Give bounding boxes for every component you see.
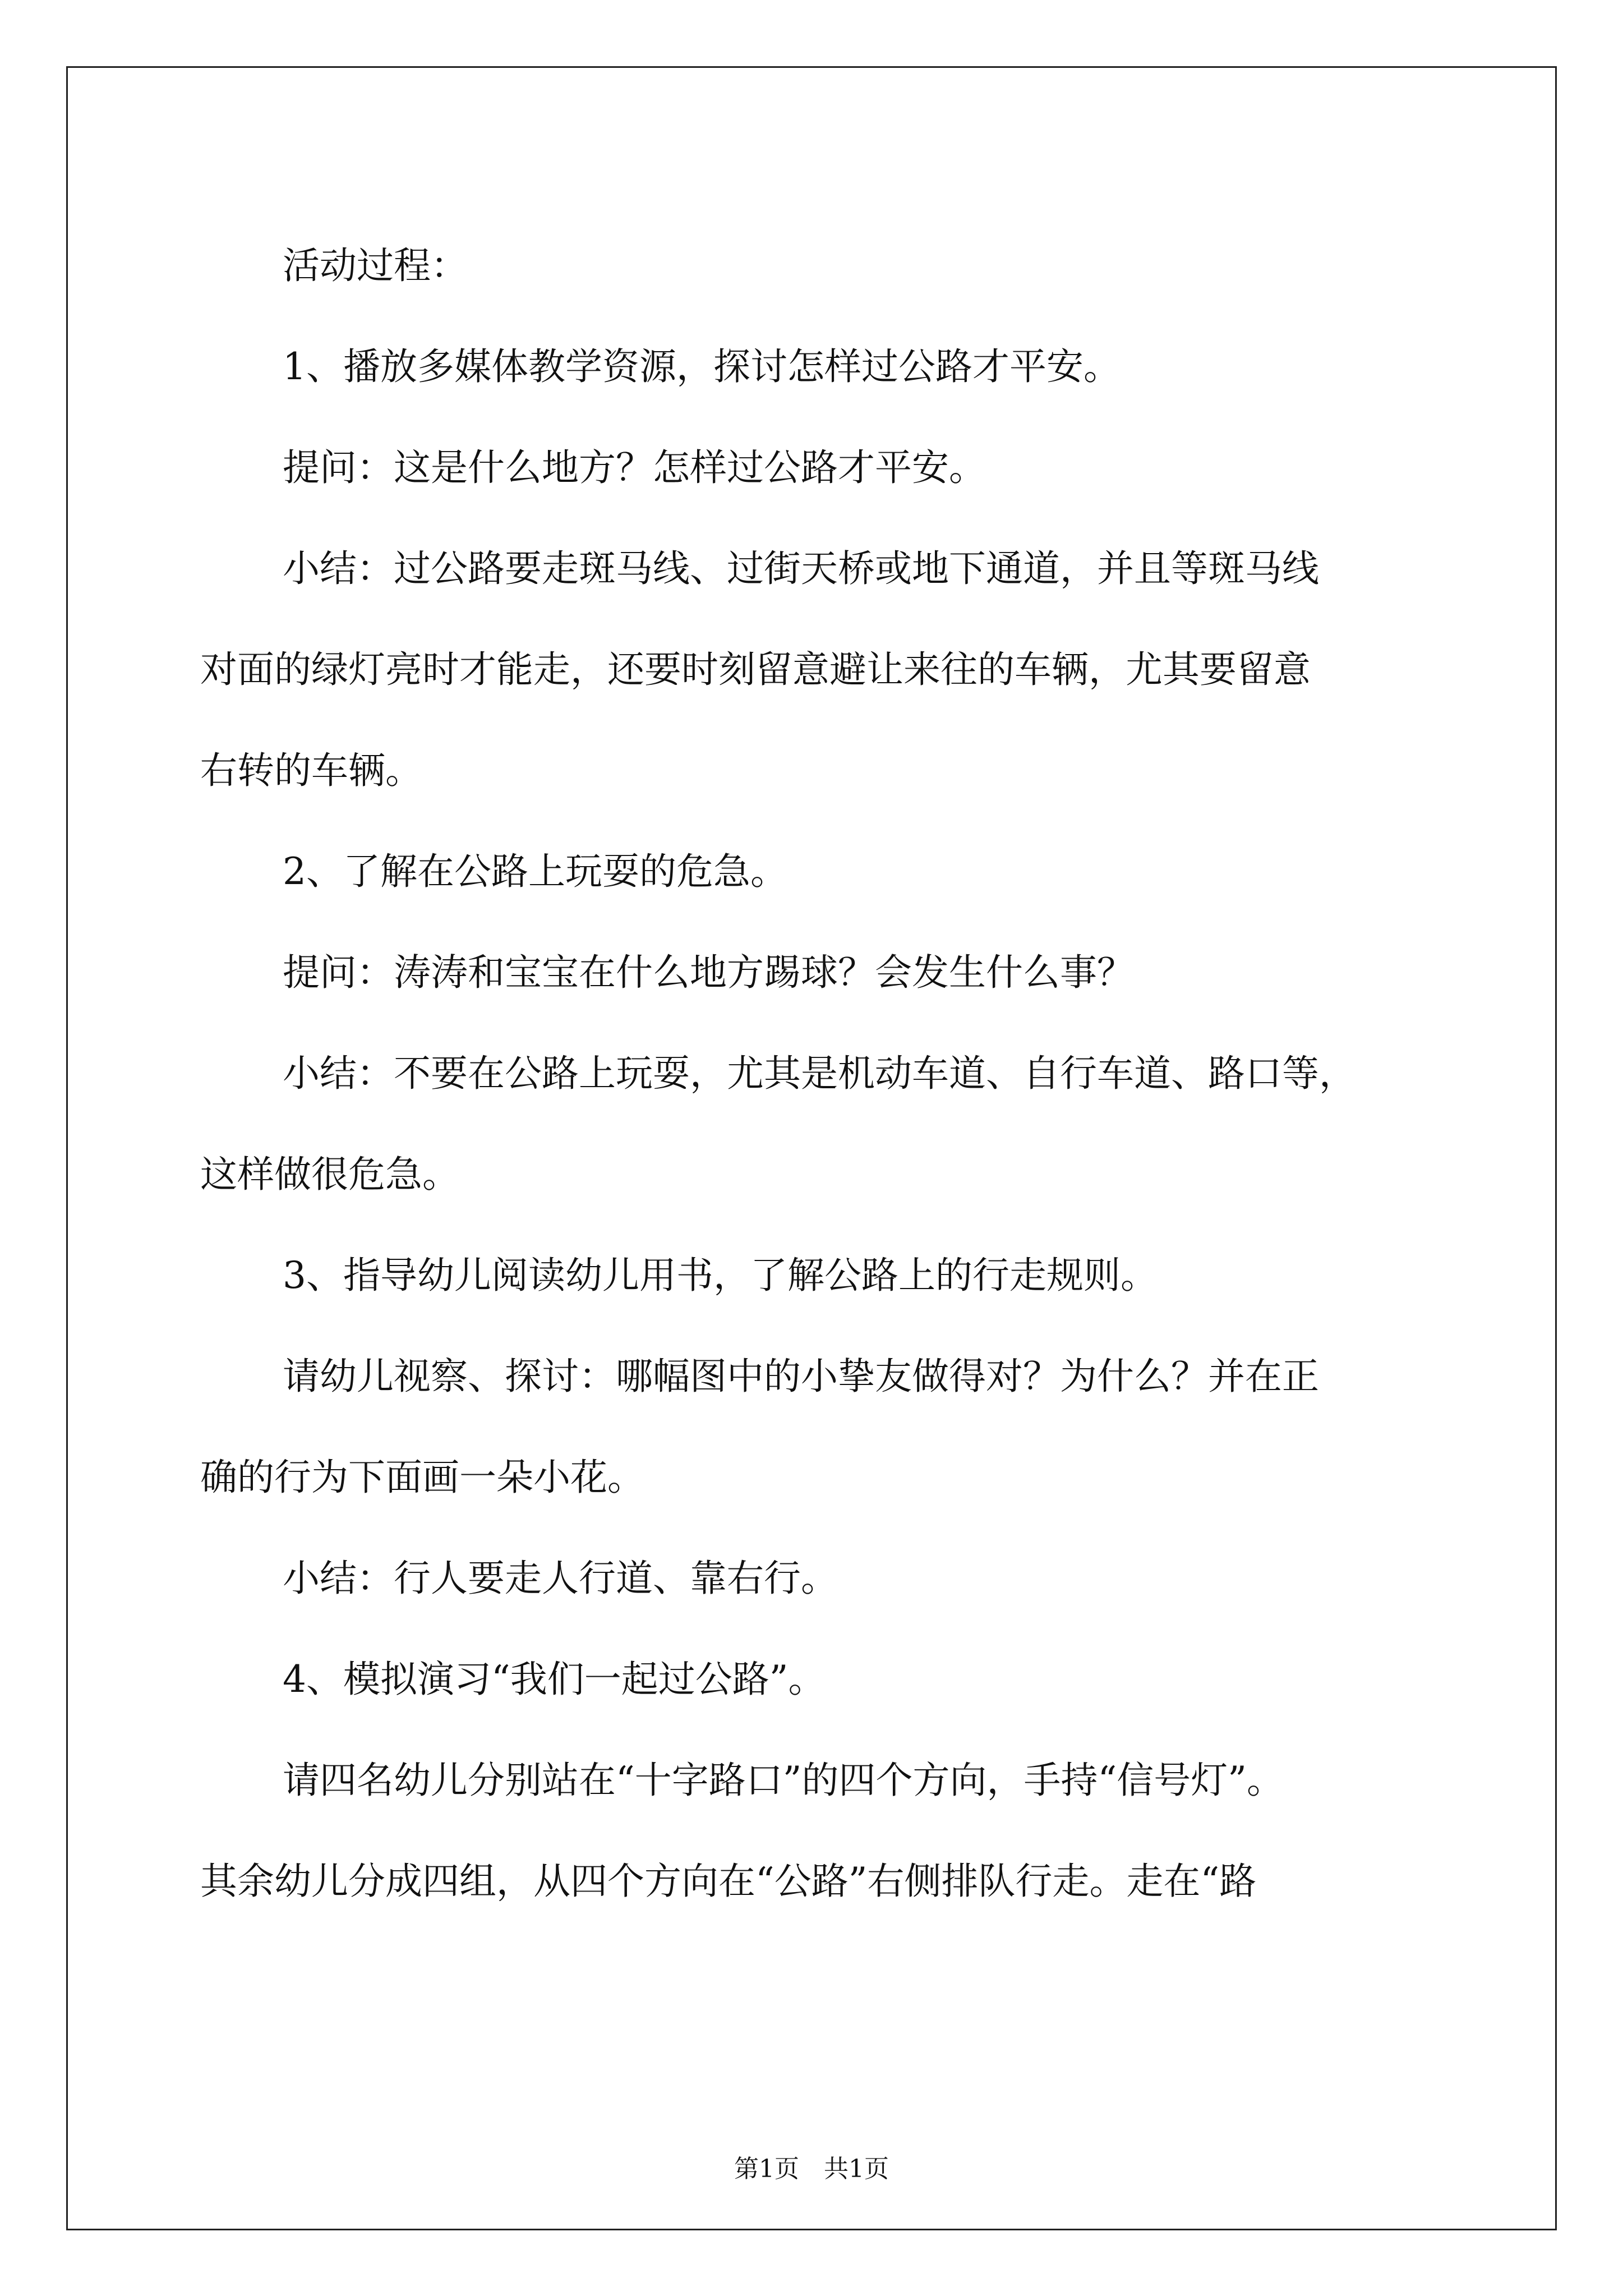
text-line-10: 这样做很危急。: [200, 1153, 459, 1196]
text-line-6: 右转的车辆。: [200, 749, 422, 792]
text-line-1: 活动过程：: [283, 244, 468, 287]
page-number-footer: 第1页 共1页: [734, 2155, 889, 2183]
text-line-11: 3、指导幼儿阅读幼儿用书，了解公路上的行走规则。: [283, 1254, 1158, 1297]
text-line-2: 1、播放多媒体教学资源，探讨怎样过公路才平安。: [283, 345, 1121, 388]
text-line-17: 其余幼儿分成四组，从四个方向在“公路”右侧排队行走。走在“路: [200, 1860, 1257, 1903]
text-line-8: 提问：涛涛和宝宝在什么地方踢球？会发生什么事？: [283, 951, 1134, 994]
text-line-14: 小结：行人要走人行道、靠右行。: [283, 1557, 838, 1600]
document-body: [200, 215, 1428, 1932]
text-line-12: 请幼儿视察、探讨：哪幅图中的小挚友做得对？为什么？并在正: [283, 1355, 1319, 1398]
text-line-15: 4、模拟演习“我们一起过公路”。: [283, 1658, 826, 1701]
text-line-7: 2、了解在公路上玩耍的危急。: [283, 850, 787, 893]
text-line-13: 确的行为下面画一朵小花。: [200, 1456, 644, 1499]
text-line-9: 小结：不要在公路上玩耍，尤其是机动车道、自行车道、路口等，: [283, 1052, 1356, 1095]
text-line-4: 小结：过公路要走斑马线、过街天桥或地下通道，并且等斑马线: [283, 547, 1319, 590]
text-line-5: 对面的绿灯亮时才能走，还要时刻留意避让来往的车辆，尤其要留意: [200, 648, 1311, 691]
text-line-3: 提问：这是什么地方？怎样过公路才平安。: [283, 446, 986, 489]
text-line-16: 请四名幼儿分别站在“十字路口”的四个方向，手持“信号灯”。: [283, 1759, 1284, 1802]
